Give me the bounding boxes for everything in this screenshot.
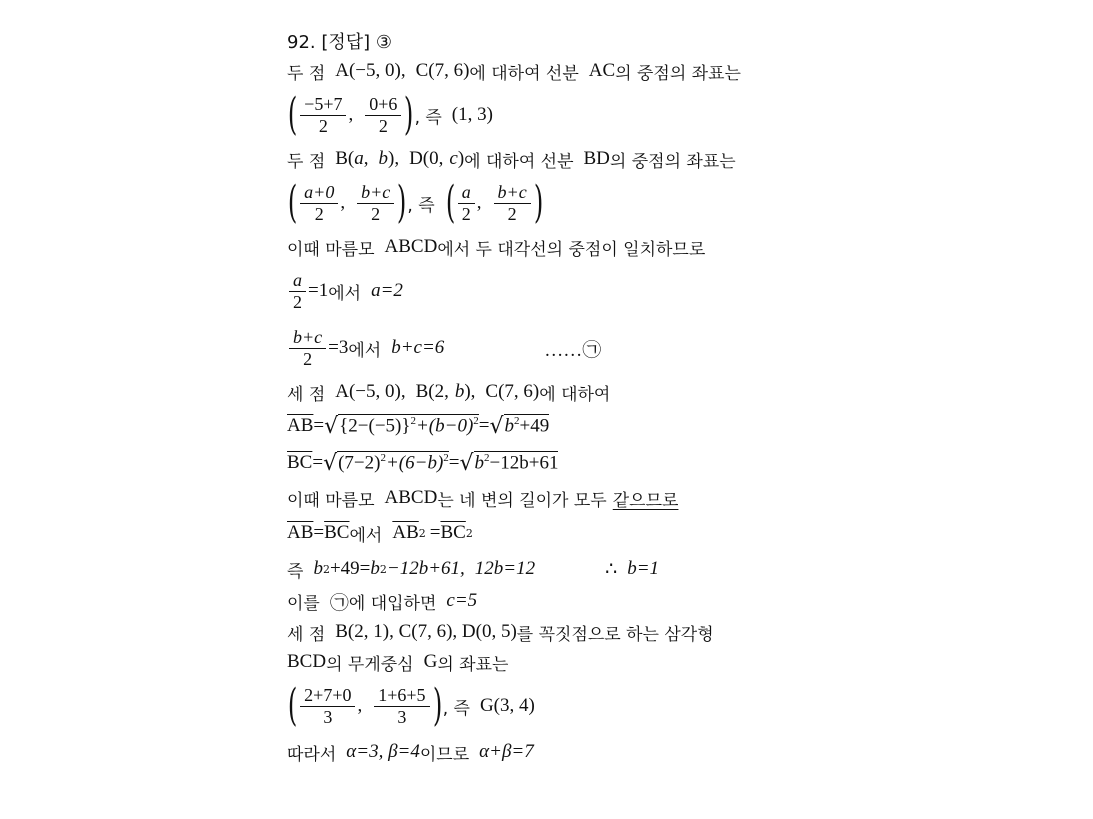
fraction: $\frac{0+6}{2}$ bbox=[365, 95, 401, 136]
fraction: $\frac{b+c}{2}$ bbox=[494, 183, 531, 224]
equation-marker: ……㉠ bbox=[544, 339, 602, 361]
line-triangle: 세 점 B(2, 1), C(7, 6), D(0, 5) 를 꼭짓점으로 하는 삼각형 bbox=[287, 621, 714, 645]
fraction: $\frac{a}{2}$ bbox=[289, 271, 306, 312]
line-midpoint-bd: 두 점 B( a , b ), D(0, c ) 에 대하여 선분 BD 의 중점의 좌표는 bbox=[287, 148, 736, 172]
line-midpoint-bd-calc: ( $\frac{a+0}{2}$ , $\frac{b+c}{2}$ ) , 즉 ( $\frac{a}{2}$ , $\frac{b+c}{2}$ ) bbox=[287, 177, 543, 228]
line-midpoint-ac: 두 점 A(−5, 0), C(7, 6) 에 대하여 선분 AC 의 중점의 좌표는 bbox=[287, 60, 741, 84]
line-centroid-calc: ( $\frac{2+7+0}{3}$ , $\frac{1+6+5}{3}$ ) , 즉 G(3, 4) bbox=[287, 680, 535, 731]
fraction: $\frac{a+0}{2}$ bbox=[300, 183, 338, 224]
answer-header: 92. [정답] ③ bbox=[287, 32, 393, 53]
fraction: $\frac{a}{2}$ bbox=[458, 183, 475, 224]
fraction: $\frac{2+7+0}{3}$ bbox=[300, 686, 355, 727]
line-ab-equals-bc: $\overline{AB}$ = $\overline{BC}$ 에서 $\overline{AB}$ 2 = $\overline{BC}$ 2 bbox=[287, 522, 473, 546]
line-c-value: 이를 ㉠ 에 대입하면 c=5 bbox=[287, 590, 478, 614]
fraction: $\frac{b+c}{2}$ bbox=[357, 183, 394, 224]
line-rhombus-diagonals: 이때 마름모 ABCD 에서 두 대각선의 중점이 일치하므로 bbox=[287, 236, 706, 260]
fraction: $\frac{-5+7}{2}$ bbox=[300, 95, 346, 136]
line-three-points: 세 점 A(−5, 0), B(2, b ), C(7, 6) 에 대하여 bbox=[287, 381, 611, 405]
line-midpoint-ac-calc: ( $\frac{-5+7}{2}$ , $\frac{0+6}{2}$ ) , 즉 (1, 3) bbox=[287, 89, 493, 140]
line-bc-value: $\frac{b+c}{2}$ =3 에서 b+c=6 ……㉠ bbox=[287, 320, 827, 376]
line-conclusion: 따라서 α=3, β=4 이므로 α+β=7 bbox=[287, 741, 534, 765]
line-a-value: $\frac{a}{2}$ =1 에서 a=2 bbox=[287, 262, 827, 320]
fraction: $\frac{b+c}{2}$ bbox=[289, 328, 326, 369]
fraction: $\frac{1+6+5}{3}$ bbox=[374, 686, 429, 727]
line-centroid: BCD 의 무게중심 G 의 좌표는 bbox=[287, 651, 509, 675]
line-ab-length: $\overline{AB}$ = √ $\{2-(-5)\}^2+(b-0)^2$ = √ $b^2+49$ bbox=[287, 413, 550, 439]
line-bc-length: $\overline{BC}$ = √ $(7-2)^2+(6-b)^2$ = √ $b^2-12b+61$ bbox=[287, 450, 559, 476]
line-rhombus-sides: 이때 마름모 ABCD 는 네 변의 길이가 모두 같으므로 bbox=[287, 487, 679, 511]
solution-block bbox=[287, 26, 827, 768]
line-solve-b: 즉 b 2 +49= b 2 −12b+61, 12b=12 ∴ b=1 bbox=[287, 558, 660, 582]
